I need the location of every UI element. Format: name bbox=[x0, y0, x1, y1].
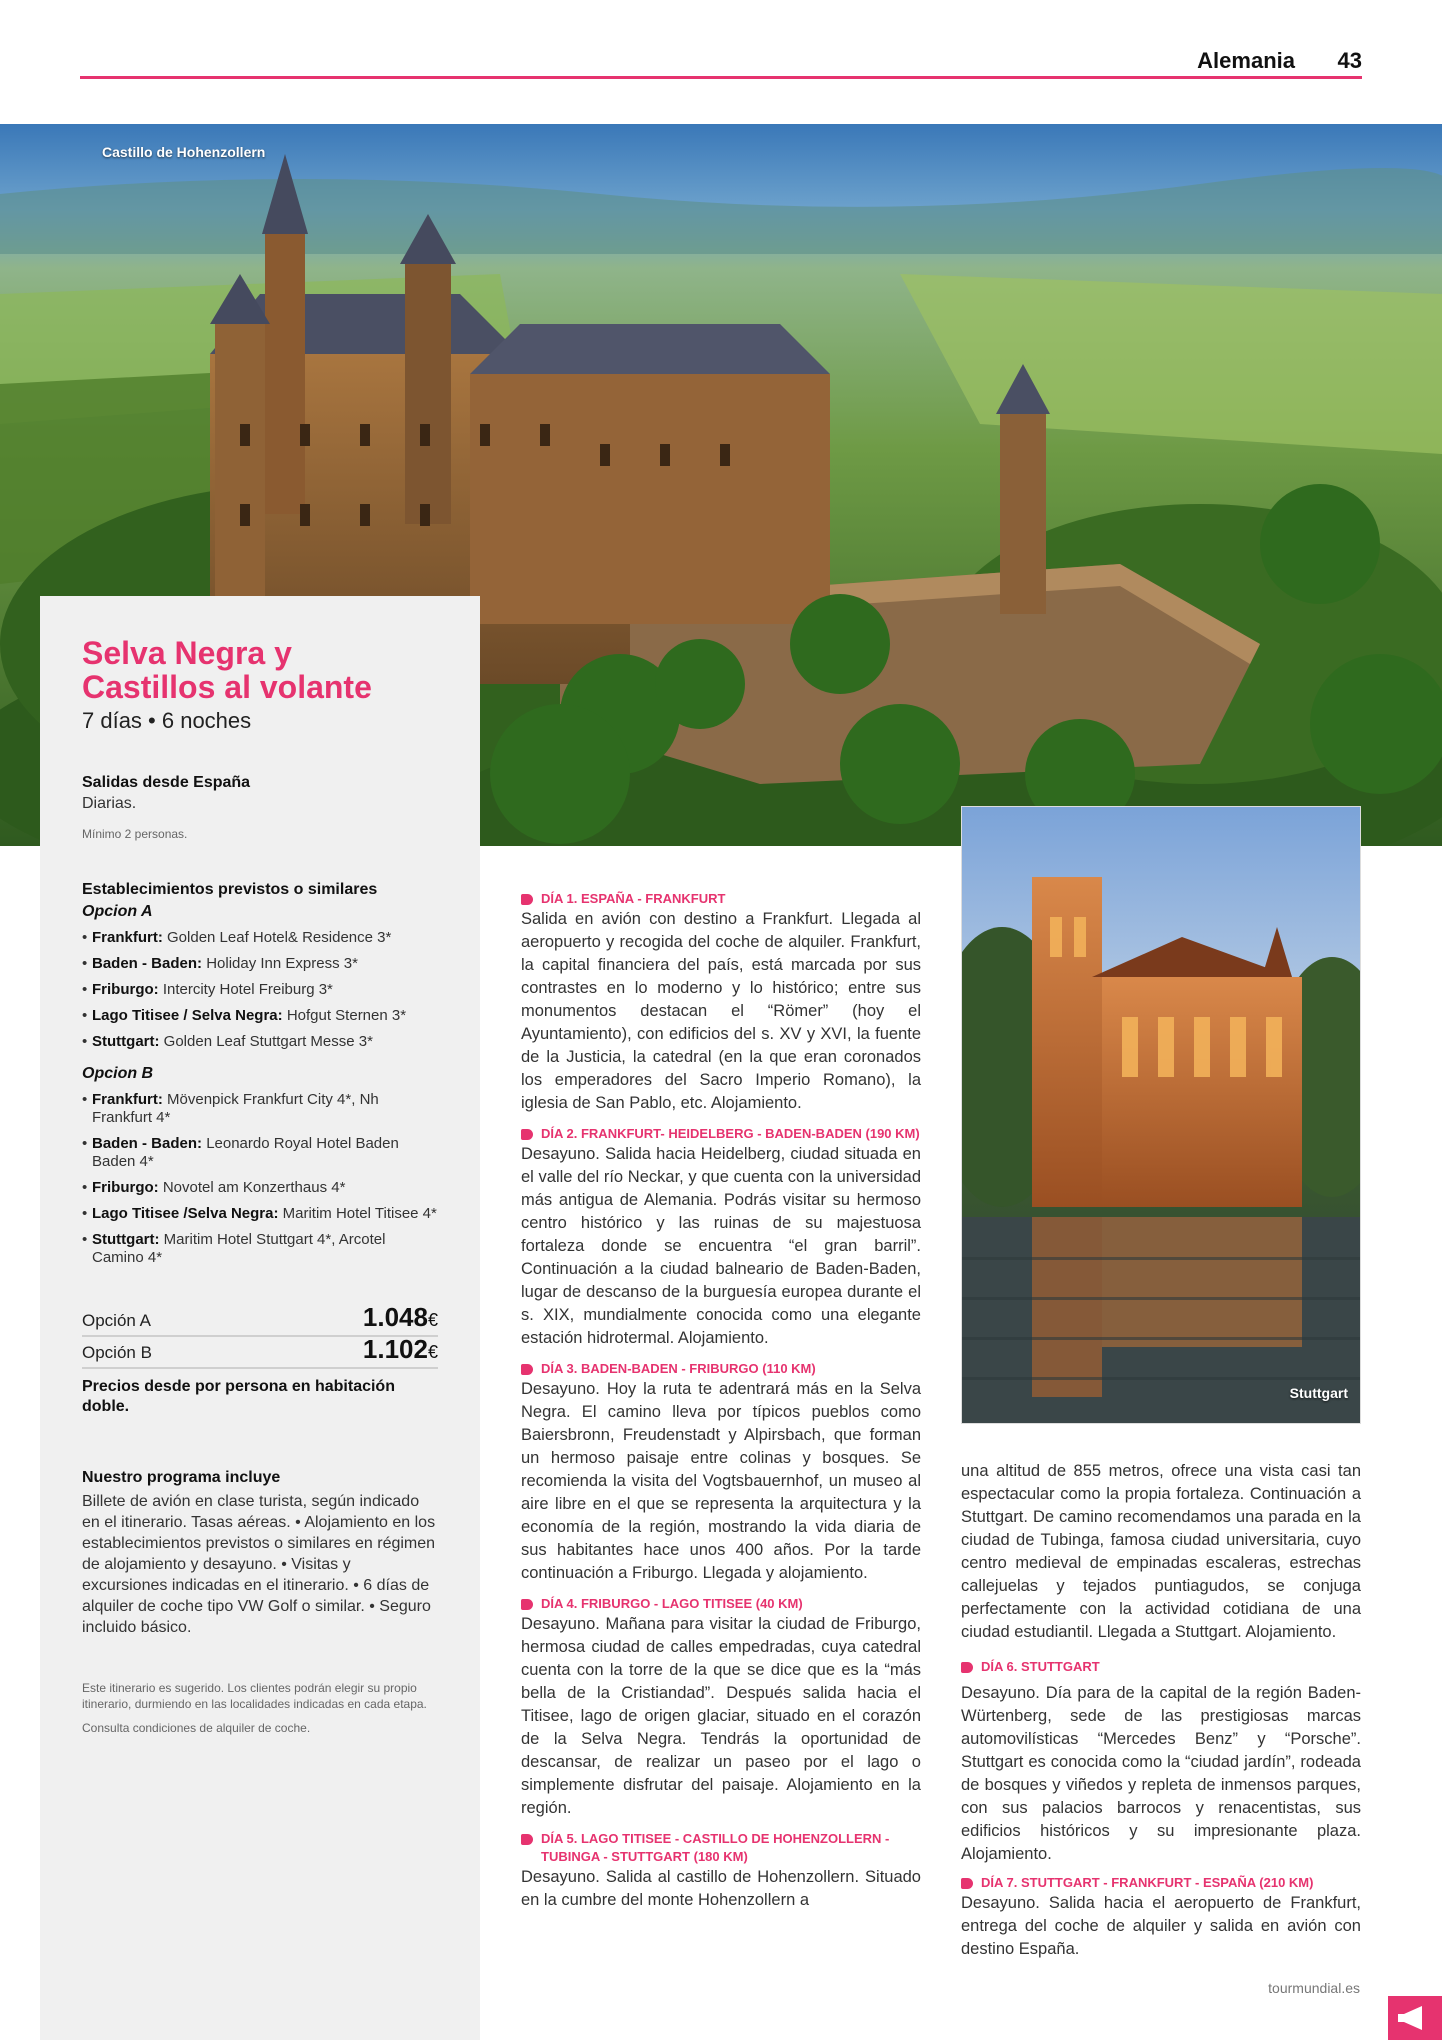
day-4-text: Desayuno. Mañana para visitar la ciudad de Friburgo, hermosa ciudad de calles empedradas, cuya catedral cuenta con la torre de la que se dice que es la “más bella de la Cristiandad”. Después salida hacia el Titisee, lago de origen glaciar, situado en el corazón de la Selva Negra. Tendrás la oportunidad de descansar, de realizar un paseo por el lago o simplemente disfrutar del paisaje. Alojamiento en la región. bbox=[521, 1615, 921, 1817]
header-rule bbox=[80, 76, 1362, 79]
arrow-icon bbox=[521, 1364, 533, 1375]
includes-text: Billete de avión en clase turista, según indicado en el itinerario. Tasas aéreas. • Alojamiento en los establecimientos previstos o similares en régimen de alojamiento y desayuno. • Visitas y excursiones indicadas en el itinerario. • 6 días de alquiler de coche tipo VW Golf o similar. • Seguro incluido básico. bbox=[82, 1493, 436, 1636]
departures-heading: Salidas desde España bbox=[82, 774, 251, 791]
day-5-text-continuation: una altitud de 855 metros, ofrece una vista casi tan espectacular como la propia fortaleza. Continuación a Stuttgart. De camino recomendamos una parada en la ciudad de Tubinga, famosa ciudad universitaria, cuyo centro medieval de empinadas escaleras, estrechas callejuelas y tejados puntiagudos, se conjuga perfectamente con la actividad cotidiana de una ciudad estudiantil. Llegada a Stuttgart. Alojamiento. bbox=[961, 1462, 1361, 1641]
stuttgart-caption: Stuttgart bbox=[1289, 1385, 1348, 1401]
itinerary-column-middle bbox=[521, 884, 921, 1912]
arrow-icon bbox=[521, 1834, 533, 1845]
hero-caption: Castillo de Hohenzollern bbox=[102, 144, 266, 160]
day-3-title: DÍA 3. BADEN-BADEN - FRIBURGO (110 KM) bbox=[521, 1360, 921, 1378]
footer-url: tourmundial.es bbox=[1268, 1980, 1360, 1996]
arrow-icon bbox=[521, 1599, 533, 1610]
arrow-icon bbox=[961, 1878, 973, 1889]
trip-title-line-2: Castillos al volante bbox=[82, 669, 372, 705]
day-6-title: DÍA 6. STUTTGART bbox=[961, 1658, 1361, 1676]
day-1-text: Salida en avión con destino a Frankfurt. Llegada al aeropuerto y recogida del coche de alquiler. Frankfurt, la capital financiera del país, está marcada por sus contrastes en lo moderno y lo histórico; entre sus monumentos destacan el “Römer” (hoy el Ayuntamiento), con edificios del s. XV y XVI, la fuente de la Justicia, la catedral (en la que eran coronados los emperadores del Sacro Imperio Romano), la iglesia de San Pablo, etc. Alojamiento. bbox=[521, 910, 921, 1112]
arrow-icon bbox=[961, 1662, 973, 1673]
day-2-text: Desayuno. Salida hacia Heidelberg, ciudad situada en el valle del río Neckar, y que cuenta con la universidad más antigua de Alemania. Podrás visitar su hermoso centro histórico y las ruinas de su majestuosa fortaleza donde se encuentra “el gran barril”. Continuación a la ciudad balneario de Baden-Baden, lugar de descanso de la burguesía europea durante el s. XIX, mundialmente conocida como una elegante estación hidrotermal. Alojamiento. bbox=[521, 1145, 921, 1347]
itinerary-note: Este itinerario es sugerido. Los clientes podrán elegir su propio itinerario, durmiendo en las localidades indicadas en cada etapa. bbox=[82, 1681, 427, 1711]
option-a-list bbox=[82, 929, 438, 1051]
day-7-text: Desayuno. Salida hacia el aeropuerto de Frankfurt, entrega del coche de alquiler y salida en avión con destino España. bbox=[961, 1894, 1361, 1958]
option-a-title: Opcion A bbox=[82, 903, 153, 920]
day-7-title: DÍA 7. STUTTGART - FRANKFURT - ESPAÑA (210 KM) bbox=[961, 1874, 1361, 1892]
trip-title-line-1: Selva Negra y bbox=[82, 635, 292, 671]
option-b-list bbox=[82, 1091, 438, 1267]
day-5-title: DÍA 5. LAGO TITISEE - CASTILLO DE HOHENZOLLERN - TUBINGA - STUTTGART (180 KM) bbox=[521, 1830, 921, 1866]
megaphone-icon bbox=[1388, 1996, 1442, 2040]
hotels-heading: Establecimientos previstos o similares bbox=[82, 881, 378, 898]
hotel-item: • Baden - Baden: Leonardo Royal Hotel Baden Baden 4* bbox=[82, 1135, 438, 1171]
price-row-option-a: Opción A 1.048€ bbox=[82, 1305, 438, 1337]
price-table bbox=[82, 1302, 438, 1369]
arrow-icon bbox=[521, 894, 533, 905]
day-5-text: Desayuno. Salida al castillo de Hohenzollern. Situado en la cumbre del monte Hohenzollern a bbox=[521, 1868, 921, 1909]
page-number: 43 bbox=[1337, 48, 1362, 73]
option-b-title: Opcion B bbox=[82, 1065, 154, 1082]
hotel-item: • Stuttgart: Maritim Hotel Stuttgart 4*, Arcotel Camino 4* bbox=[82, 1231, 438, 1267]
hotel-item: • Lago Titisee /Selva Negra: Maritim Hotel Titisee 4* bbox=[82, 1205, 438, 1223]
rental-note: Consulta condiciones de alquiler de coche. bbox=[82, 1721, 311, 1735]
arrow-icon bbox=[521, 1129, 533, 1140]
hotel-item: • Friburgo: Intercity Hotel Freiburg 3* bbox=[82, 981, 438, 999]
price-row-option-b: Opción B 1.102€ bbox=[82, 1337, 438, 1369]
corner-tab bbox=[1388, 1996, 1442, 2040]
country-title: Alemania bbox=[1197, 48, 1295, 73]
itinerary-column-right bbox=[961, 1460, 1361, 1961]
trip-sidebar bbox=[40, 596, 480, 2040]
hotel-item: • Frankfurt: Golden Leaf Hotel& Residence 3* bbox=[82, 929, 438, 947]
hotel-item: • Stuttgart: Golden Leaf Stuttgart Messe 3* bbox=[82, 1033, 438, 1051]
day-1-title: DÍA 1. ESPAÑA - FRANKFURT bbox=[521, 890, 921, 908]
trip-title bbox=[82, 636, 438, 704]
trip-duration: 7 días • 6 noches bbox=[82, 708, 252, 733]
day-2-title: DÍA 2. FRANKFURT- HEIDELBERG - BADEN-BADEN (190 KM) bbox=[521, 1125, 921, 1143]
page-header bbox=[80, 44, 1362, 84]
departures-minimum: Mínimo 2 personas. bbox=[82, 827, 188, 841]
stuttgart-photo bbox=[961, 806, 1361, 1424]
hotel-item: • Lago Titisee / Selva Negra: Hofgut Sternen 3* bbox=[82, 1007, 438, 1025]
includes-heading: Nuestro programa incluye bbox=[82, 1469, 281, 1486]
departures-frequency: Diarias. bbox=[82, 795, 137, 812]
hotel-item: • Frankfurt: Mövenpick Frankfurt City 4*, Nh Frankfurt 4* bbox=[82, 1091, 438, 1127]
price-note: Precios desde por persona en habitación doble. bbox=[82, 1378, 395, 1415]
day-3-text: Desayuno. Hoy la ruta te adentrará más en la Selva Negra. El camino lleva por típicos pueblos como Baiersbronn, Freudenstadt y Alpirsbach, que forman un hermoso paisaje entre colinas y bosques. Se recomienda la visita del Vogtsbauernhof, un museo al aire libre en el que se representa la arquitectura y la economía de la región, mostrando la vida diaria de sus habitantes hace unos 400 años. Por la tarde continuación a Friburgo. Llegada y alojamiento. bbox=[521, 1380, 921, 1582]
day-6-text: Desayuno. Día para de la capital de la región Baden-Würtenberg, sede de las prestigiosas marcas automovilísticas “Mercedes Benz” y “Porsche”. Stuttgart es conocida como la “ciudad jardín”, rodeada de bosques y viñedos y repleta de inmensos parques, con sus palacios barrocos y renacentistas, sus edificios históricos y su impresionante plaza. Alojamiento. bbox=[961, 1684, 1361, 1863]
hotel-item: • Baden - Baden: Holiday Inn Express 3* bbox=[82, 955, 438, 973]
hotel-item: • Friburgo: Novotel am Konzerthaus 4* bbox=[82, 1179, 438, 1197]
day-4-title: DÍA 4. FRIBURGO - LAGO TITISEE (40 KM) bbox=[521, 1595, 921, 1613]
